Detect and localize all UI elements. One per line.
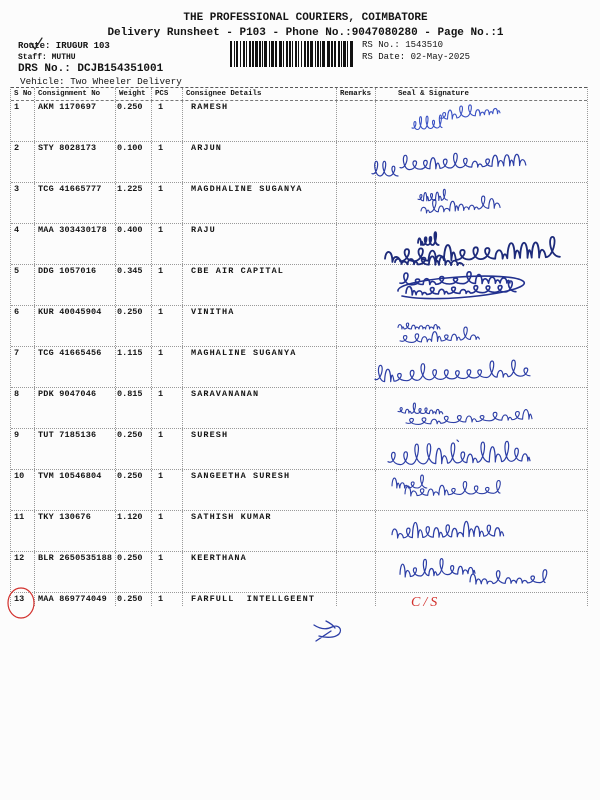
cell-weight: 0.250 [116, 552, 152, 592]
barcode-bar [338, 41, 340, 67]
cell-pcs: 1 [152, 470, 183, 510]
row-13-note: C/S [411, 595, 441, 610]
runsheet-subtitle: Delivery Runsheet - P103 - Phone No.:9047080280 - Page No.:1 [107, 27, 504, 39]
table-row [11, 183, 587, 224]
col-header-consignment: Consignment No [35, 88, 116, 100]
cell-consignment-no: KUR 40045904 [35, 306, 116, 346]
cell-pcs: 1 [152, 224, 183, 264]
cell-pcs: 1 [152, 142, 183, 182]
cell-consignee: SURESH [183, 429, 337, 469]
barcode-bar [310, 41, 313, 67]
barcode-bar [269, 41, 270, 67]
cell-remarks [337, 593, 376, 606]
cell-consignment-no: TVM 10546804 [35, 470, 116, 510]
col-header-signature: Seal & Signature [398, 90, 469, 98]
cell-signature [376, 470, 587, 510]
cell-pcs: 1 [152, 101, 183, 141]
table-row [11, 429, 587, 470]
cell-consignee: MAGHALINE SUGANYA [183, 347, 337, 387]
barcode-bar [246, 41, 247, 67]
cell-sno: 5 [11, 265, 35, 305]
col-header-pcs: PCS [152, 88, 183, 100]
cell-consignment-no: TKY 130676 [35, 511, 116, 551]
cell-consignment-no: TCG 41665456 [35, 347, 116, 387]
cell-signature [376, 101, 587, 141]
barcode-bar [283, 41, 284, 67]
cell-remarks [337, 552, 376, 592]
table-row [11, 306, 587, 347]
cell-remarks [337, 306, 376, 346]
table-row [11, 224, 587, 265]
cell-pcs: 1 [152, 265, 183, 305]
cell-signature [376, 306, 587, 346]
barcode-bar [334, 41, 336, 67]
route-label: Route: IRUGUR 103 [18, 41, 110, 51]
cell-signature [376, 511, 587, 551]
cell-pcs: 1 [152, 429, 183, 469]
cell-consignment-no: PDK 9047046 [35, 388, 116, 428]
table-header-row [11, 87, 587, 101]
cell-pcs: 1 [152, 347, 183, 387]
barcode-bar [317, 41, 319, 67]
barcode-bar [234, 41, 235, 67]
cell-remarks [337, 265, 376, 305]
cell-remarks [337, 470, 376, 510]
cell-sno: 11 [11, 511, 35, 551]
cell-weight: 0.345 [116, 265, 152, 305]
barcode-bar [304, 41, 306, 67]
cell-consignee: RAMESH [183, 101, 337, 141]
barcode-bar [271, 41, 274, 67]
cell-signature [376, 183, 587, 223]
rs-date: RS Date: 02-May-2025 [362, 52, 471, 62]
table-row [11, 101, 587, 142]
cell-pcs: 1 [152, 388, 183, 428]
rs-number: RS No.: 1543510 [362, 40, 444, 50]
table-row [11, 265, 587, 306]
barcode-bar [320, 41, 321, 67]
drs-number: DRS No.: DCJB154351001 [18, 63, 164, 75]
table-row [11, 347, 587, 388]
barcode-bar [341, 41, 342, 67]
cell-remarks [337, 388, 376, 428]
barcode-bar [275, 41, 277, 67]
barcode-bar [350, 41, 353, 67]
cell-consignee: RAJU [183, 224, 337, 264]
cell-signature [376, 347, 587, 387]
barcode-bar [243, 41, 245, 67]
vehicle-label: Vehicle: Two Wheeler Delivery [20, 76, 182, 87]
cell-weight: 0.100 [116, 142, 152, 182]
cell-consignee: SANGEETHA SURESH [183, 470, 337, 510]
cell-consignment-no: STY 8028173 [35, 142, 116, 182]
barcode-bar [252, 41, 254, 67]
barcode-bar [315, 41, 316, 67]
barcode-bar [331, 41, 333, 67]
cell-consignment-no: AKM 1170697 [35, 101, 116, 141]
table-row [11, 511, 587, 552]
pen-arrow-mark [314, 621, 340, 641]
barcode-bar [322, 41, 325, 67]
cell-weight: 0.250 [116, 593, 152, 606]
table-row [11, 142, 587, 183]
cell-weight: 0.815 [116, 388, 152, 428]
cell-sno: 2 [11, 142, 35, 182]
cell-consignment-no: TUT 7185136 [35, 429, 116, 469]
barcode-bar [343, 41, 346, 67]
cell-consignee: CBE AIR CAPITAL [183, 265, 337, 305]
cell-consignment-no: TCG 41665777 [35, 183, 116, 223]
cell-remarks [337, 429, 376, 469]
cell-sno: 10 [11, 470, 35, 510]
cell-sno: 12 [11, 552, 35, 592]
col-header-remarks: Remarks [337, 88, 376, 100]
cell-consignment-no: DDG 1057016 [35, 265, 116, 305]
barcode-bar [230, 41, 232, 67]
table-row [11, 470, 587, 511]
runsheet-table [10, 87, 588, 606]
cell-signature [376, 224, 587, 264]
cell-signature [376, 552, 587, 592]
table-row [11, 388, 587, 429]
cell-sno: 13 [11, 593, 35, 606]
cell-sno: 6 [11, 306, 35, 346]
cell-pcs: 1 [152, 306, 183, 346]
barcode-bar [292, 41, 293, 67]
cell-remarks [337, 347, 376, 387]
barcode-bar [264, 41, 267, 67]
barcode-bar [249, 41, 251, 67]
cell-sno: 1 [11, 101, 35, 141]
staff-label: Staff: MUTHU [18, 53, 76, 62]
cell-pcs: 1 [152, 183, 183, 223]
cell-pcs: 1 [152, 593, 183, 606]
cell-signature [376, 265, 587, 305]
cell-signature [376, 429, 587, 469]
cell-consignee: FARFULL INTELLGEENT [183, 593, 337, 606]
cell-weight: 0.250 [116, 429, 152, 469]
cell-consignee: SATHISH KUMAR [183, 511, 337, 551]
barcode-bar [236, 41, 238, 67]
barcode-bar [286, 41, 288, 67]
barcode-bar [262, 41, 263, 67]
col-header-weight: Weight [116, 88, 152, 100]
barcode-bar [298, 41, 299, 67]
cell-weight: 1.225 [116, 183, 152, 223]
barcode-bar [240, 41, 241, 67]
barcode [230, 41, 357, 67]
cell-pcs: 1 [152, 552, 183, 592]
cell-consignment-no: MAA 303430178 [35, 224, 116, 264]
col-header-consignee: Consignee Details [183, 88, 337, 100]
cell-remarks [337, 183, 376, 223]
cell-sno: 3 [11, 183, 35, 223]
table-row [11, 593, 587, 606]
cell-sno: 4 [11, 224, 35, 264]
barcode-bar [347, 41, 348, 67]
cell-consignment-no: BLR 2650535188 [35, 552, 116, 592]
barcode-bar [279, 41, 282, 67]
cell-remarks [337, 101, 376, 141]
cell-remarks [337, 224, 376, 264]
barcode-bar [289, 41, 291, 67]
cell-signature [376, 388, 587, 428]
cell-weight: 0.250 [116, 101, 152, 141]
table-row [11, 552, 587, 593]
col-header-sno: S No [11, 88, 35, 100]
cell-weight: 0.250 [116, 470, 152, 510]
barcode-bar [301, 41, 302, 67]
cell-sno: 8 [11, 388, 35, 428]
cell-remarks [337, 142, 376, 182]
cell-weight: 0.250 [116, 306, 152, 346]
barcode-bar [327, 41, 330, 67]
cell-pcs: 1 [152, 511, 183, 551]
cell-remarks [337, 511, 376, 551]
cell-weight: 0.400 [116, 224, 152, 264]
cell-consignee: KEERTHANA [183, 552, 337, 592]
barcode-bar [259, 41, 261, 67]
cell-sno: 9 [11, 429, 35, 469]
cell-consignee: VINITHA [183, 306, 337, 346]
cell-weight: 1.120 [116, 511, 152, 551]
cell-weight: 1.115 [116, 347, 152, 387]
cell-consignee: ARJUN [183, 142, 337, 182]
cell-signature [376, 142, 587, 182]
barcode-bar [307, 41, 309, 67]
company-title: THE PROFESSIONAL COURIERS, COIMBATORE [183, 12, 428, 24]
cell-consignee: SARAVANANAN [183, 388, 337, 428]
cell-sno: 7 [11, 347, 35, 387]
cell-signature [376, 593, 587, 606]
cell-consignee: MAGDHALINE SUGANYA [183, 183, 337, 223]
barcode-bar [295, 41, 297, 67]
cell-consignment-no: MAA 869774049 [35, 593, 116, 606]
barcode-bar [255, 41, 258, 67]
